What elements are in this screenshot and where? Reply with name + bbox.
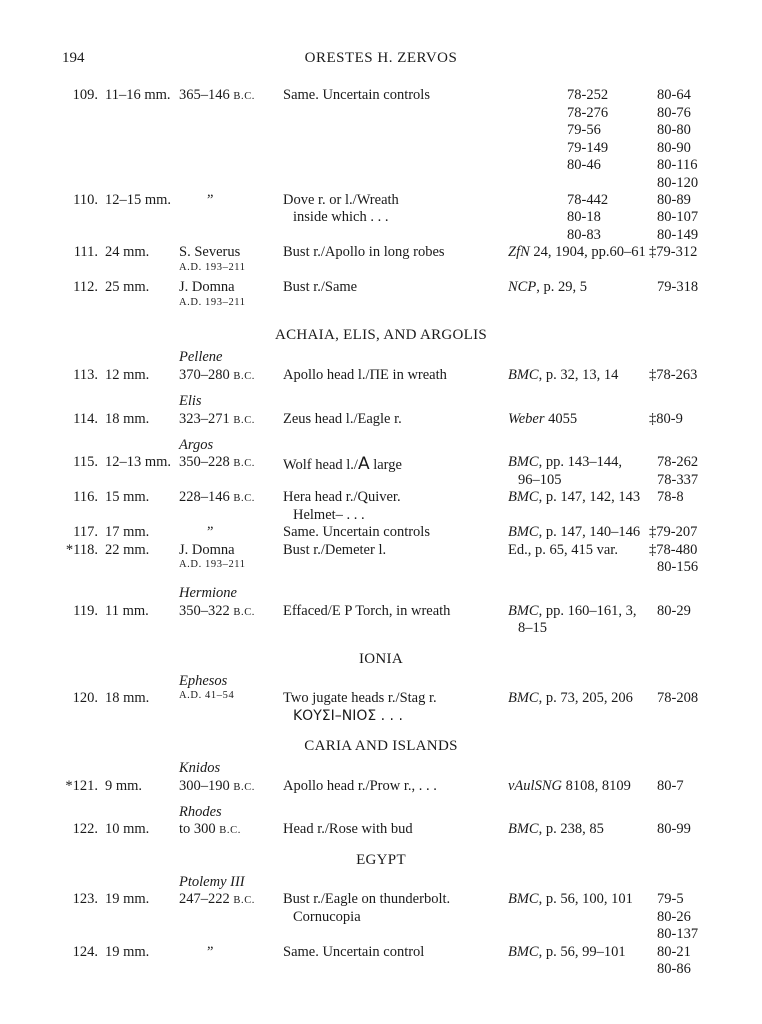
entry-number: 112.	[73, 279, 98, 295]
accession-a: 79-149	[567, 140, 609, 156]
accession-b: 80-21	[657, 944, 691, 960]
entry-size: 19 mm.	[105, 944, 150, 960]
accession-b: ‡79-312	[649, 244, 698, 260]
entry-reference: BMC, p. 147, 142, 143	[508, 489, 641, 505]
entry-number: 113.	[73, 367, 98, 383]
entry-number: *118.	[65, 542, 98, 558]
entry-123-cont	[0, 909, 762, 927]
entry-date: A.D. 193–211	[179, 559, 246, 570]
entry-date: 247–222 B.C.	[179, 891, 256, 907]
entry-description: Head r./Rose with bud	[283, 821, 413, 837]
mint-name: Elis	[179, 393, 202, 409]
entry-reference-cont: 96–105	[518, 472, 562, 488]
entry-118	[0, 542, 762, 560]
accession-a: 78-252	[567, 87, 609, 103]
entry-size: 25 mm.	[105, 279, 150, 295]
entry-size: 15 mm.	[105, 489, 150, 505]
entry-date: 350–228 B.C.	[179, 454, 256, 470]
accession-a: 80-18	[567, 209, 601, 225]
entry-number: 109.	[72, 87, 98, 103]
entry-number: 110.	[73, 192, 98, 208]
accession-b: 80-76	[657, 105, 691, 121]
entry-reference: BMC, p. 147, 140–146	[508, 524, 641, 540]
ditto-mark: ”	[207, 944, 214, 960]
ditto-mark: ”	[207, 192, 214, 208]
entry-115	[0, 454, 762, 472]
entry-number: 114.	[73, 411, 98, 427]
mint-name: Ephesos	[179, 673, 228, 689]
mint-name: Knidos	[179, 760, 221, 776]
entry-121	[0, 778, 762, 796]
entry-description: Zeus head l./Eagle r.	[283, 411, 402, 427]
entry-reference: BMC, pp. 160–161, 3,	[508, 603, 637, 619]
entry-date: 365–146 B.C.	[179, 87, 256, 103]
entry-reference: BMC, pp. 143–144,	[508, 454, 622, 470]
entry-description: Apollo head r./Prow r., . . .	[283, 778, 437, 794]
accession-b: 80-90	[657, 140, 691, 156]
entry-110	[0, 192, 762, 210]
entry-size: 12–13 mm.	[105, 454, 172, 470]
accession-b: 80-26	[657, 909, 691, 925]
accession-b: 80-89	[657, 192, 691, 208]
mint-name: Rhodes	[179, 804, 222, 820]
entry-date: A.D. 41–54	[179, 690, 235, 701]
entry-size: 24 mm.	[105, 244, 150, 260]
entry-size: 11 mm.	[105, 603, 149, 619]
accession-a: 79-56	[567, 122, 601, 138]
entry-description: Bust r./Same	[283, 279, 358, 295]
entry-description: Effaced/E P Torch, in wreath	[283, 603, 451, 619]
entry-114	[0, 411, 762, 429]
entry-reference: BMC, p. 56, 100, 101	[508, 891, 633, 907]
entry-description: Same. Uncertain controls	[283, 87, 430, 103]
ditto-mark: ”	[207, 524, 214, 540]
entry-number: 124.	[72, 944, 98, 960]
entry-110-cont	[0, 227, 762, 245]
entry-115-cont	[0, 472, 762, 490]
entry-113	[0, 367, 762, 385]
entry-description-cont: Cornucopia	[293, 909, 361, 925]
accession-b: 80-86	[657, 961, 691, 977]
entry-number: 120.	[72, 690, 98, 706]
mint-name: Ptolemy III	[179, 874, 245, 890]
entry-122	[0, 821, 762, 839]
entry-description: Two jugate heads r./Stag r.	[283, 690, 437, 706]
entry-size: 9 mm.	[105, 778, 143, 794]
entry-120-cont	[0, 708, 762, 726]
entry-123	[0, 891, 762, 909]
accession-b: 80-107	[657, 209, 699, 225]
entry-description: Same. Uncertain controls	[283, 524, 430, 540]
entry-119-cont	[0, 620, 762, 638]
accession-b: 80-120	[657, 175, 699, 191]
entry-reference: BMC, p. 56, 99–101	[508, 944, 626, 960]
entry-description: Wolf head l./A large	[283, 454, 402, 474]
accession-b: 78-337	[657, 472, 699, 488]
entry-124	[0, 944, 762, 962]
entry-date: 300–190 B.C.	[179, 778, 256, 794]
page-number: 194	[62, 50, 85, 66]
section-heading: EGYPT	[356, 852, 406, 868]
section-heading: ACHAIA, ELIS, AND ARGOLIS	[274, 327, 488, 343]
entry-number: 119.	[73, 603, 98, 619]
entry-reference: vAulSNG 8108, 8109	[508, 778, 631, 794]
accession-b: 80-116	[657, 157, 698, 173]
entry-116-cont	[0, 507, 762, 525]
accession-a: 80-83	[567, 227, 601, 243]
accession-b: 79-5	[657, 891, 684, 907]
entry-size: 12 mm.	[105, 367, 150, 383]
mint-name: Pellene	[179, 349, 223, 365]
entry-description: Bust r./Demeter l.	[283, 542, 387, 558]
entry-date: 323–271 B.C.	[179, 411, 256, 427]
entry-date: to 300 B.C.	[179, 821, 241, 837]
entry-description: Dove r. or l./Wreath	[283, 192, 399, 208]
entry-size: 19 mm.	[105, 891, 150, 907]
entry-109-cont	[0, 122, 762, 140]
entry-109-cont	[0, 140, 762, 158]
page-header	[0, 50, 762, 70]
entry-date: A.D. 193–211	[179, 297, 246, 308]
entry-description-cont: inside which . . .	[293, 209, 389, 225]
entry-description-cont: Helmet– . . .	[293, 507, 365, 523]
entry-111-cont	[0, 262, 762, 280]
entry-size: 18 mm.	[105, 411, 150, 427]
entry-117	[0, 524, 762, 542]
accession-b: 80-29	[657, 603, 691, 619]
accession-b: 78-262	[657, 454, 699, 470]
accession-b: 80-149	[657, 227, 699, 243]
entry-reference: BMC, p. 238, 85	[508, 821, 604, 837]
entry-109-cont	[0, 105, 762, 123]
accession-b: ‡78-480	[649, 542, 698, 558]
mint-name: Argos	[179, 437, 214, 453]
entry-size: 11–16 mm.	[105, 87, 171, 103]
accession-b: ‡80-9	[649, 411, 683, 427]
entry-size: 17 mm.	[105, 524, 150, 540]
accession-a: 78-442	[567, 192, 609, 208]
entry-118-cont	[0, 559, 762, 577]
entry-112-cont	[0, 297, 762, 315]
entry-123-cont	[0, 926, 762, 944]
section-heading: CARIA AND ISLANDS	[304, 738, 458, 754]
accession-b: ‡78-263	[649, 367, 698, 383]
accession-b: ‡79-207	[649, 524, 698, 540]
accession-b: 80-7	[657, 778, 684, 794]
entry-ruler: S. Severus	[179, 244, 241, 260]
entry-description: Apollo head l./ΠE in wreath	[283, 367, 447, 383]
entry-number: 123.	[72, 891, 98, 907]
entry-size: 12–15 mm.	[105, 192, 172, 208]
entry-120	[0, 690, 762, 708]
entry-109	[0, 87, 762, 105]
entry-number: 122.	[72, 821, 98, 837]
entry-date: A.D. 193–211	[179, 262, 246, 273]
entry-date: 370–280 B.C.	[179, 367, 256, 383]
entry-size: 18 mm.	[105, 690, 150, 706]
entry-112	[0, 279, 762, 297]
entry-124-cont	[0, 961, 762, 979]
entry-reference: Weber 4055	[508, 411, 578, 427]
accession-b: 80-137	[657, 926, 699, 942]
accession-b: 80-156	[657, 559, 699, 575]
entry-description: Bust r./Eagle on thunderbolt.	[283, 891, 451, 907]
section-heading: IONIA	[359, 651, 403, 667]
entry-reference: ZfN 24, 1904, pp.60–61	[508, 244, 646, 260]
entry-reference-cont: 8–15	[518, 620, 547, 636]
greek-legend: ΚΟΥΣΙ–ΝΙΟΣ . . .	[293, 708, 403, 724]
accession-b: 80-64	[657, 87, 691, 103]
entry-109-cont	[0, 175, 762, 193]
mint-name: Hermione	[179, 585, 237, 601]
accession-a: 78-276	[567, 105, 609, 121]
entry-116	[0, 489, 762, 507]
accession-b: 78-8	[657, 489, 684, 505]
entry-reference: Ed., p. 65, 415 var.	[508, 542, 618, 558]
entry-reference: BMC, p. 73, 205, 206	[508, 690, 633, 706]
entry-110-cont	[0, 209, 762, 227]
entry-109-cont	[0, 157, 762, 175]
entry-description: Bust r./Apollo in long robes	[283, 244, 445, 260]
entry-119	[0, 603, 762, 621]
running-title: ORESTES H. ZERVOS	[304, 50, 458, 66]
entry-description: Same. Uncertain control	[283, 944, 425, 960]
accession-b: 79-318	[657, 279, 699, 295]
entry-number: 117.	[73, 524, 98, 540]
entry-111	[0, 244, 762, 262]
entry-reference: BMC, p. 32, 13, 14	[508, 367, 619, 383]
entry-size: 22 mm.	[105, 542, 150, 558]
entry-reference: NCP, p. 29, 5	[508, 279, 587, 295]
entry-ruler: J. Domna	[179, 279, 235, 295]
entry-number: *121.	[65, 778, 98, 794]
entry-number: 115.	[73, 454, 98, 470]
entry-date: 350–322 B.C.	[179, 603, 256, 619]
accession-b: 78-208	[657, 690, 699, 706]
accession-b: 80-80	[657, 122, 691, 138]
accession-a: 80-46	[567, 157, 601, 173]
entry-number: 111.	[73, 244, 98, 260]
accession-b: 80-99	[657, 821, 691, 837]
entry-description: Hera head r./Quiver.	[283, 489, 401, 505]
entry-ruler: J. Domna	[179, 542, 235, 558]
entry-date: 228–146 B.C.	[179, 489, 256, 505]
entry-size: 10 mm.	[105, 821, 150, 837]
entry-number: 116.	[73, 489, 98, 505]
